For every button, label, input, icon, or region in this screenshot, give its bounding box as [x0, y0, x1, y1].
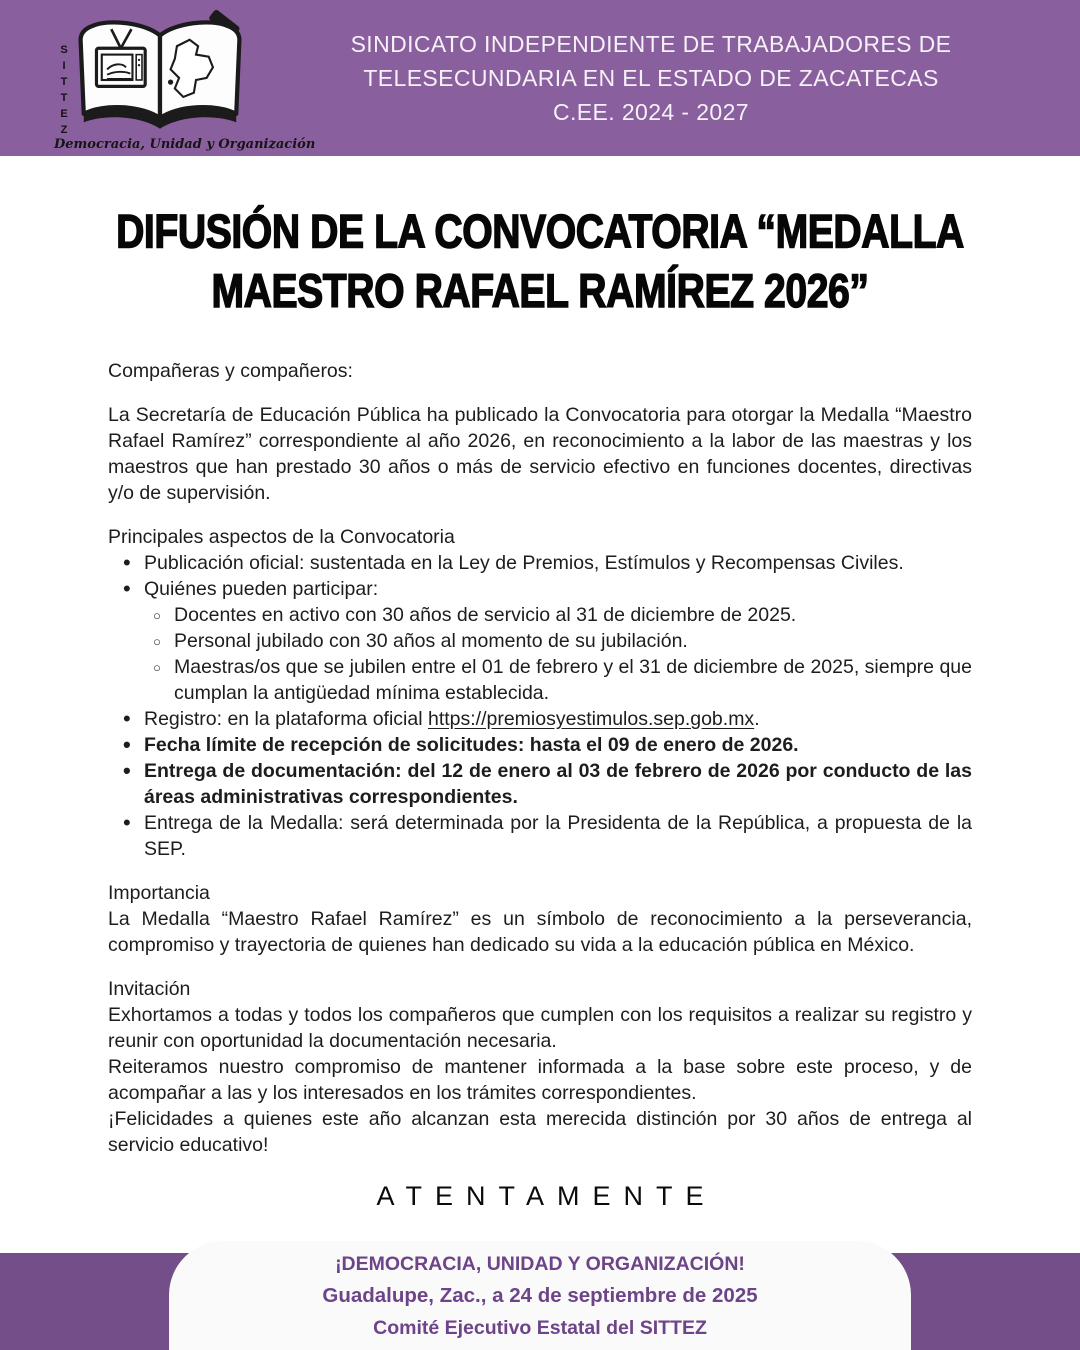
footer-dateline: Guadalupe, Zac., a 24 de septiembre de 2025	[322, 1283, 758, 1307]
header-band	[0, 0, 1080, 156]
list-item-jubilado	[174, 628, 972, 654]
sittez-logo	[54, 4, 316, 152]
list-item-fecha-limite	[144, 732, 972, 758]
logo-motto: Democracia, Unidad y Organización	[54, 137, 316, 152]
logo-acronym: SITTEZ	[58, 44, 70, 140]
list-item-text: .	[754, 708, 760, 730]
aspects-list	[108, 550, 972, 862]
aspects-heading: Principales aspectos de la Convocatoria	[108, 526, 455, 548]
invitacion-paragraph-2: Reiteramos nuestro compromiso de mantener informada a la base sobre este proceso, y de acompañar a las y los interesados en los trámites correspondientes.	[108, 1056, 972, 1104]
closing-atentamente: ATENTAMENTE	[376, 1181, 717, 1211]
org-name-line-2: TELESECUNDARIA EN EL ESTADO DE ZACATECAS	[363, 65, 939, 91]
list-item-text: Registro: en la plataforma oficial	[144, 708, 428, 730]
org-name	[266, 27, 1036, 129]
invitacion-paragraph-1: Exhortamos a todas y todos los compañeros que cumplen con los requisitos a realizar su registro y reunir con oportunidad la documentación necesaria.	[108, 1004, 972, 1052]
list-item-text: Entrega de documentación: del 12 de enero al 03 de febrero de 2026 por conducto de las áreas administrativas correspondientes.	[144, 760, 972, 808]
intro-paragraph: La Secretaría de Educación Pública ha publicado la Convocatoria para otorgar la Medalla “Maestro Rafael Ramírez” correspondiente al año 2026, en reconocimiento a la labor de las maestras y los maestros que han prestado 30 años o más de servicio efectivo en funciones docentes, directivas y/o de supervisión.	[108, 404, 972, 504]
list-item-text: Docentes en activo con 30 años de servicio al 31 de diciembre de 2025.	[174, 604, 797, 626]
list-item-text: Fecha límite de recepción de solicitudes: hasta el 09 de enero de 2026.	[144, 734, 799, 756]
invitacion-heading: Invitación	[108, 978, 191, 1000]
list-item-publicacion	[144, 550, 972, 576]
document-body	[108, 358, 972, 1212]
list-item-participar	[144, 576, 972, 706]
list-item-docentes	[174, 602, 972, 628]
salutation: Compañeras y compañeros:	[108, 360, 353, 382]
org-name-line-1: SINDICATO INDEPENDIENTE DE TRABAJADORES DE	[350, 31, 952, 57]
list-item-text: Entrega de la Medalla: será determinada por la Presidenta de la República, a propuesta de la SEP.	[144, 812, 972, 860]
list-item-entrega-medalla	[144, 810, 972, 862]
participants-sublist	[144, 602, 972, 706]
list-item-text: Quiénes pueden participar:	[144, 578, 379, 600]
list-item-text: Publicación oficial: sustentada en la Ley de Premios, Estímulos y Recompensas Civiles.	[144, 552, 904, 574]
list-item-entrega-documentacion	[144, 758, 972, 810]
list-item-text: Personal jubilado con 30 años al momento de su jubilación.	[174, 630, 688, 652]
invitacion-paragraph-3: ¡Felicidades a quienes este año alcanzan esta merecida distinción por 30 años de entrega al servicio educativo!	[108, 1108, 972, 1156]
page-title: DIFUSIÓN DE LA CONVOCATORIA “MEDALLA MAESTRO RAFAEL RAMÍREZ 2026”	[116, 204, 964, 318]
open-book-tv-broadcast-icon	[54, 8, 266, 134]
list-item-text: Maestras/os que se jubilen entre el 01 de febrero y el 31 de diciembre de 2025, siempre que cumplan la antigüedad mínima establecida.	[174, 656, 972, 704]
importancia-text: La Medalla “Maestro Rafael Ramírez” es un símbolo de reconocimiento a la perseverancia, compromiso y trayectoria de quienes han dedicado su vida a la educación pública en México.	[108, 908, 972, 956]
list-item-registro	[144, 706, 972, 732]
footer-card	[169, 1241, 911, 1350]
importancia-heading: Importancia	[108, 882, 210, 904]
footer-committee: Comité Ejecutivo Estatal del SITTEZ	[373, 1316, 707, 1339]
registration-platform-link[interactable]: https://premiosyestimulos.sep.gob.mx	[427, 708, 755, 730]
org-name-line-3: C.EE. 2024 - 2027	[552, 99, 750, 125]
footer-slogan: ¡DEMOCRACIA, UNIDAD Y ORGANIZACIÓN!	[335, 1252, 745, 1275]
list-item-jubilen	[174, 654, 972, 706]
